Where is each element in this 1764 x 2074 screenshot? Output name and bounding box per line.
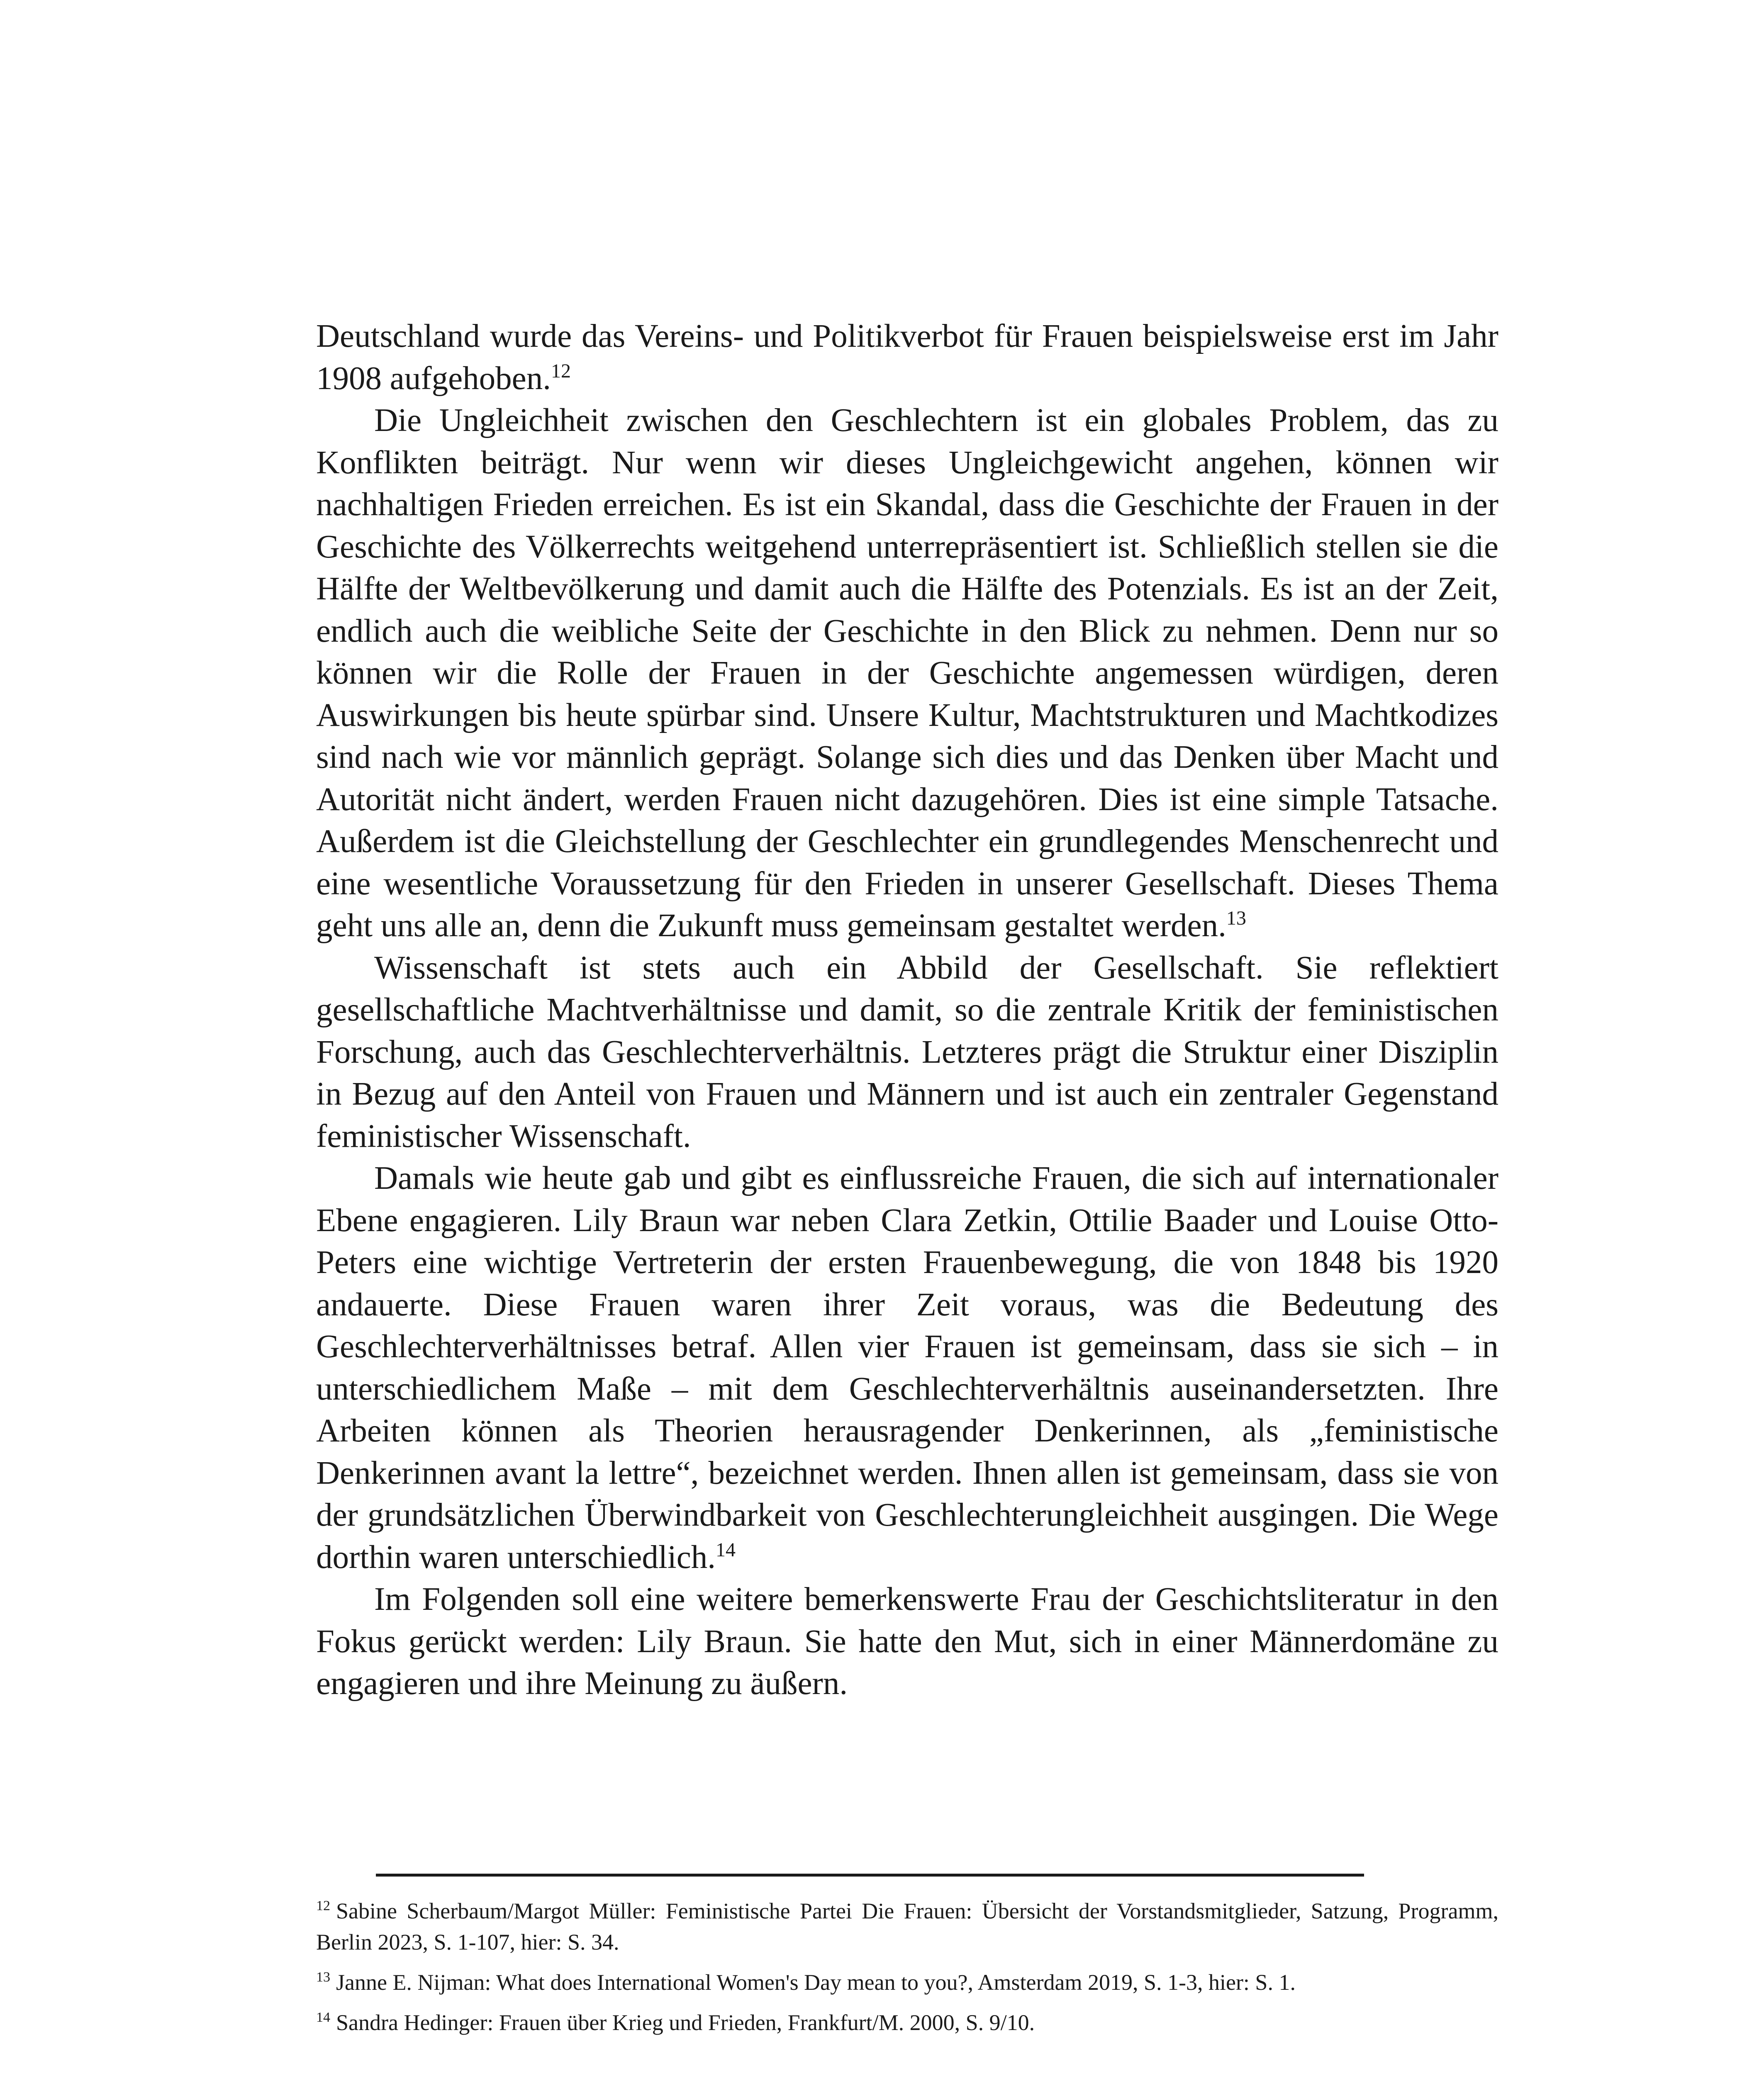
paragraph-3-text: Wissenschaft ist stets auch ein Abbild der Gesellschaft. Sie reflektiert gesellschaftliche Machtverhältnisse und damit, so die zentrale Kritik der feministischen Forschung, auch das Geschlechterverhältnis. Letzteres prägt die Struktur einer Disziplin in Bezug auf den Anteil von Frauen und Männern und ist auch ein zentraler Gegenstand feministischer Wissenschaft. (316, 949, 1498, 1154)
paragraph-2 (316, 399, 1498, 947)
body-text (316, 315, 1498, 1705)
footnote-ref-12[interactable]: 12 (551, 360, 571, 382)
footnote-13 (316, 1967, 1498, 1998)
footnote-ref-13[interactable]: 13 (1226, 907, 1246, 929)
paragraph-4-text: Damals wie heute gab und gibt es einflussreiche Frauen, die sich auf internationaler Ebene engagieren. Lily Braun war neben Clara Zetkin, Ottilie Baader und Louise Otto-Peters eine wichtige Vertreterin der ersten Frauenbewegung, die von 1848 bis 1920 andauerte. Diese Frauen waren ihrer Zeit voraus, was die Bedeutung des Geschlechterverhältnisses betraf. Allen vier Frauen ist gemeinsam, dass sie sich – in unterschiedlichem Maße – mit dem Geschlechterverhältnis auseinandersetzten. Ihre Arbeiten können als Theorien herausragender Denkerinnen, als „feministische Denkerinnen avant la lettre“, bezeichnet werden. Ihnen allen ist gemeinsam, dass sie von der grundsätzlichen Überwindbarkeit von Geschlechterungleichheit ausgingen. Die Wege dorthin waren unterschiedlich. (316, 1160, 1498, 1575)
footnote-text: Sabine Scherbaum/Margot Müller: Feministische Partei Die Frauen: Übersicht der Vorstandsmitglieder, Satzung, Programm, Berlin 2023, S. 1-107, hier: S. 34. (316, 1899, 1498, 1955)
footnote-separator (376, 1874, 1364, 1877)
footnotes (316, 1896, 1498, 2047)
footnote-text: Janne E. Nijman: What does International Women's Day mean to you?, Amsterdam 2019, S. 1-3, hier: S. 1. (336, 1970, 1296, 1995)
paragraph-3 (316, 947, 1498, 1158)
paragraph-5-text: Im Folgenden soll eine weitere bemerkenswerte Frau der Geschichtsliteratur in den Fokus gerückt werden: Lily Braun. Sie hatte den Mut, sich in einer Männerdomäne zu engagieren und ihre Meinung zu äußern. (316, 1581, 1498, 1702)
footnote-text: Sandra Hedinger: Frauen über Krieg und Frieden, Frankfurt/M. 2000, S. 9/10. (336, 2010, 1035, 2035)
footnote-number: 13 (316, 1969, 330, 1985)
paragraph-1-text: Deutschland wurde das Vereins- und Politikverbot für Frauen beispielsweise erst im Jahr 1908 aufgehoben. (316, 318, 1498, 397)
paragraph-5 (316, 1578, 1498, 1705)
footnote-12 (316, 1896, 1498, 1958)
paragraph-1 (316, 315, 1498, 399)
footnote-ref-14[interactable]: 14 (716, 1538, 736, 1561)
footnote-number: 12 (316, 1898, 330, 1913)
footnote-14 (316, 2007, 1498, 2038)
footnote-number: 14 (316, 2010, 330, 2025)
paragraph-2-text: Die Ungleichheit zwischen den Geschlechtern ist ein globales Problem, das zu Konflikten beiträgt. Nur wenn wir dieses Ungleichgewicht angehen, können wir nachhaltigen Frieden erreichen. Es ist ein Skandal, dass die Geschichte der Frauen in der Geschichte des Völkerrechts weitgehend unterrepräsentiert ist. Schließlich stellen sie die Hälfte der Weltbevölkerung und damit auch die Hälfte des Potenzials. Es ist an der Zeit, endlich auch die weibliche Seite der Geschichte in den Blick zu nehmen. Denn nur so können wir die Rolle der Frauen in der Geschichte angemessen würdigen, deren Auswirkungen bis heute spürbar sind. Unsere Kultur, Machtstrukturen und Machtkodizes sind nach wie vor männlich geprägt. Solange sich dies und das Denken über Macht und Autorität nicht ändert, werden Frauen nicht dazugehören. Dies ist eine simple Tatsache. Außerdem ist die Gleichstellung der Geschlechter ein grundlegendes Menschenrecht und eine wesentliche Voraussetzung für den Frieden in unserer Gesellschaft. Dieses Thema geht uns alle an, denn die Zukunft muss gemeinsam gestaltet werden. (316, 402, 1498, 944)
paragraph-4 (316, 1157, 1498, 1578)
